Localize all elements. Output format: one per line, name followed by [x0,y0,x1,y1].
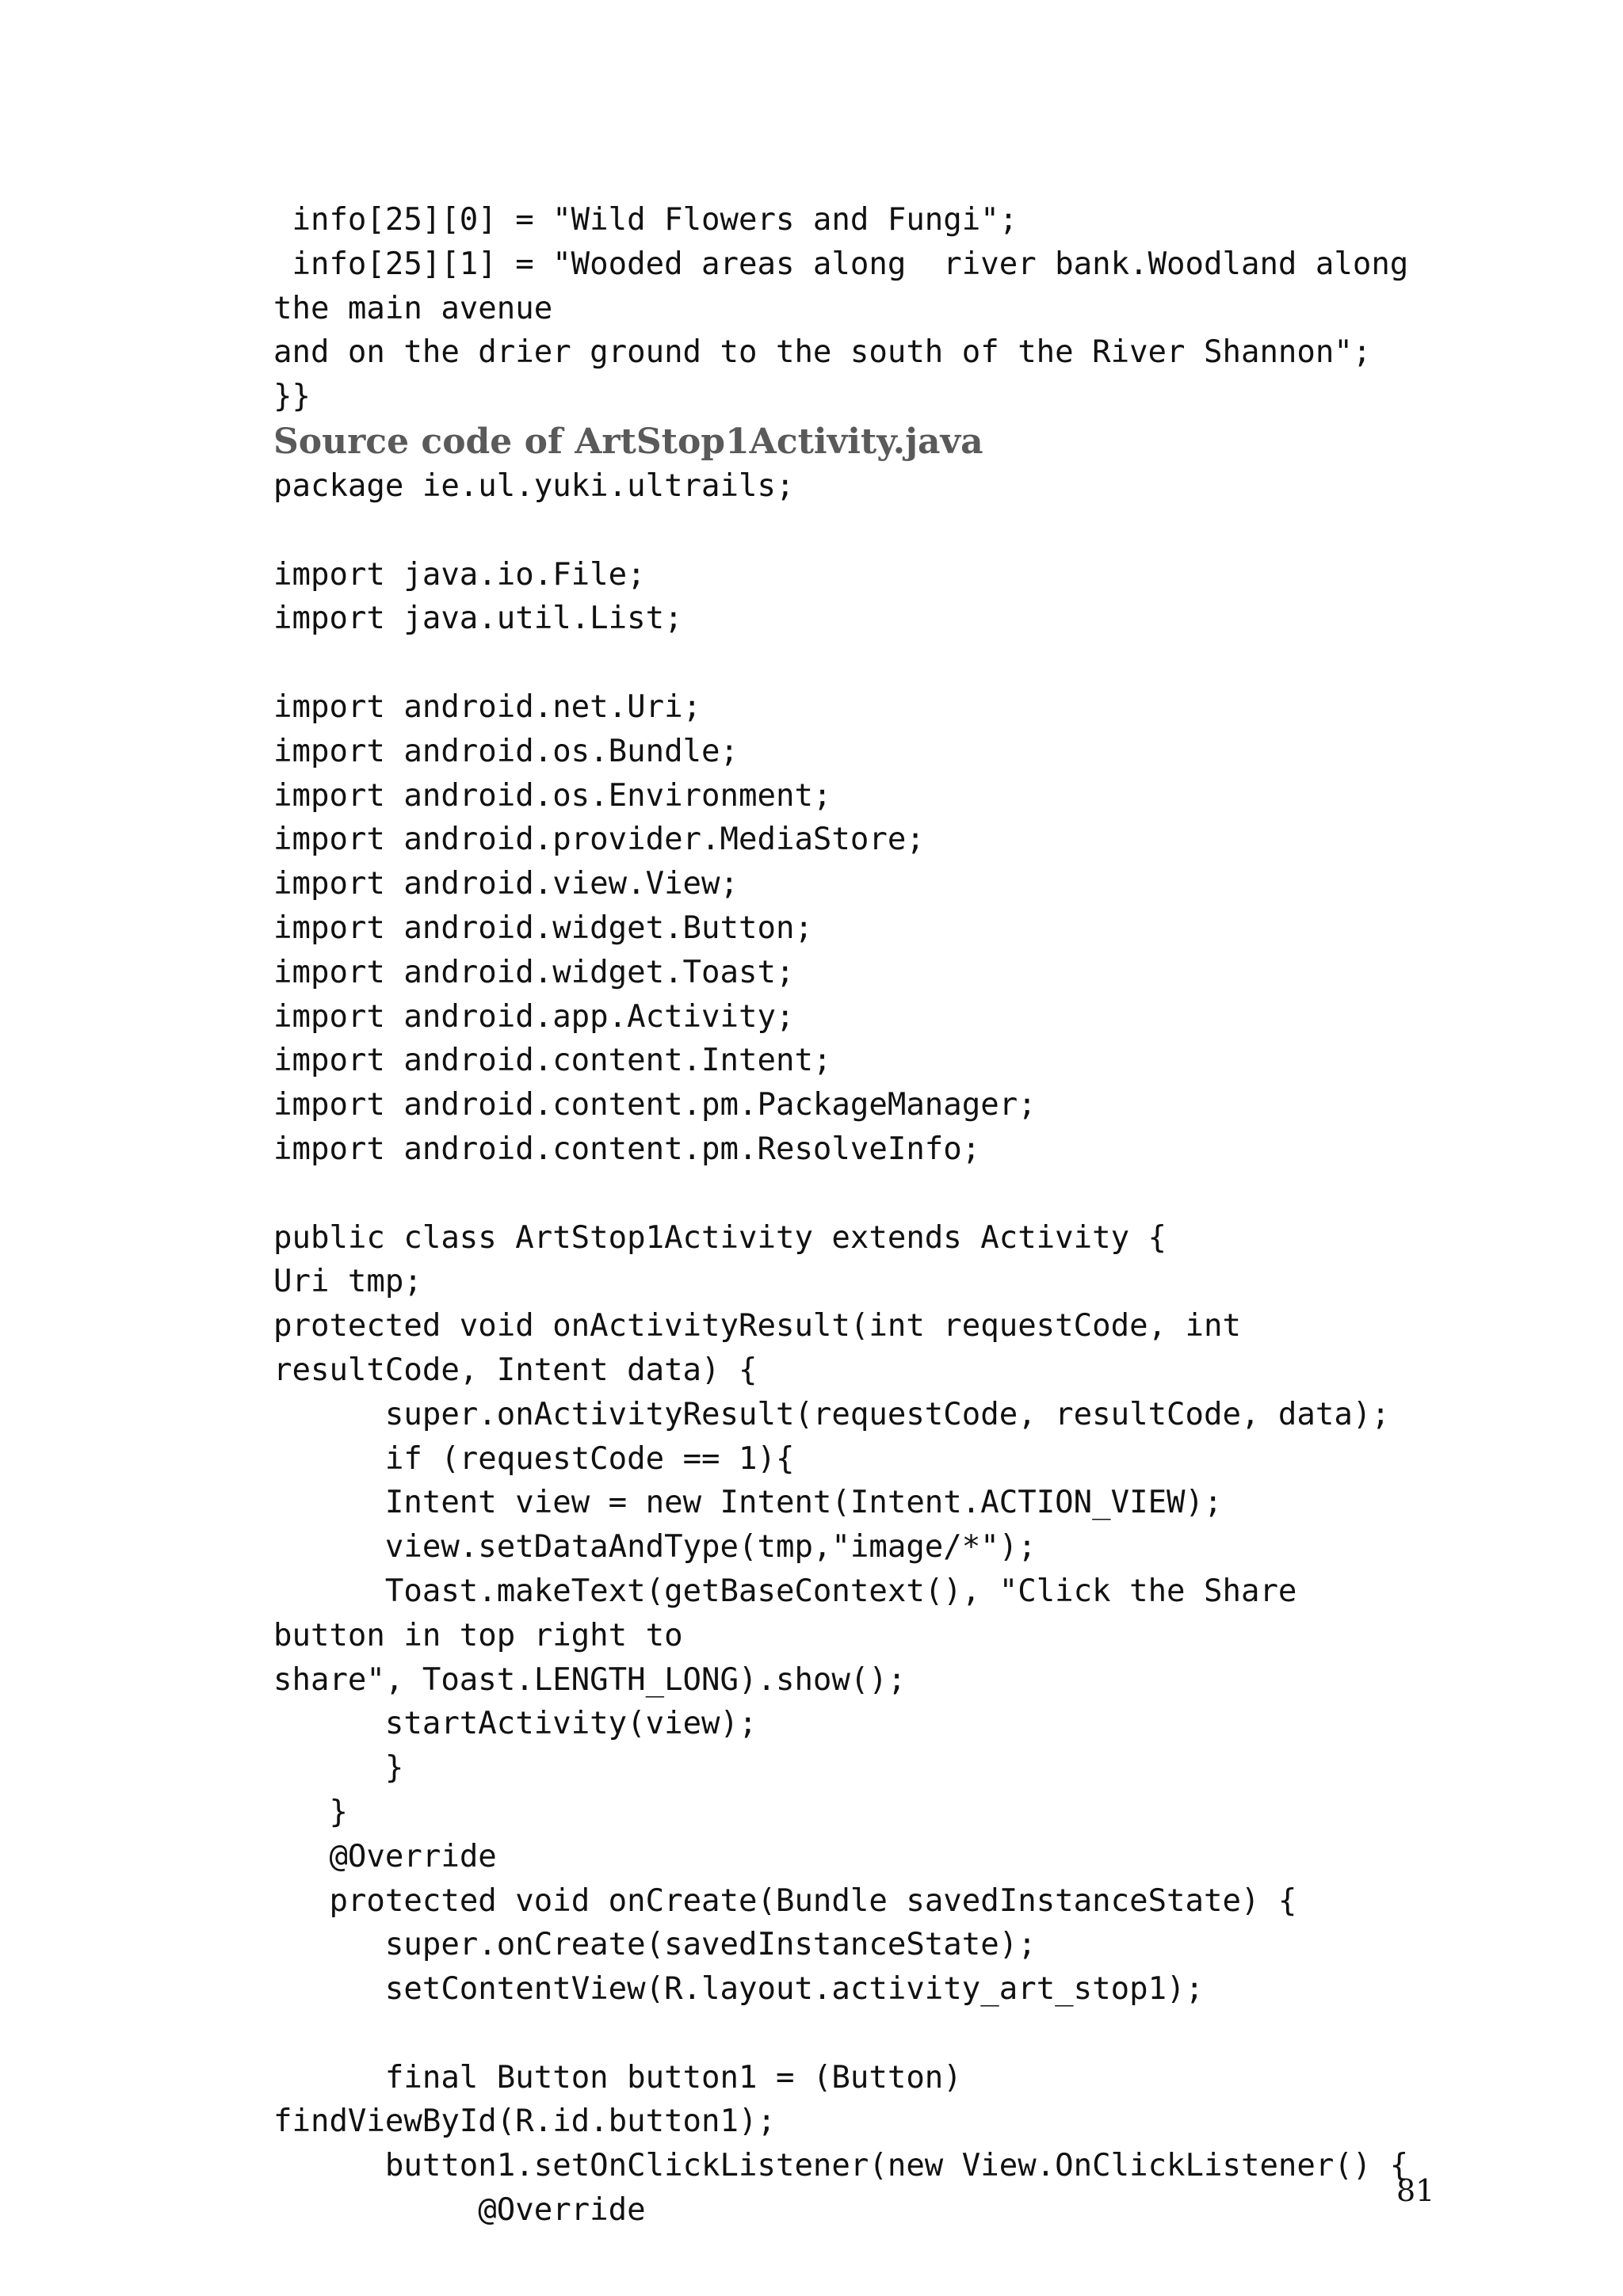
code-line: info[25][1] = "Wooded areas along river bank.Woodland along the main avenue [273,246,1427,326]
code-line: import android.net.Uri; [273,688,702,725]
code-line: startActivity(view); [273,1706,758,1742]
code-block-artstop1-activity [273,464,1423,2233]
code-line: @Override [273,2192,646,2229]
code-block-info-array [273,198,1427,419]
section-heading: Source code of ArtStop1Activity.java [273,421,983,462]
code-line: import android.os.Bundle; [273,733,739,769]
code-line: import android.view.View; [273,866,739,902]
code-line: super.onCreate(savedInstanceState); [273,1927,1037,1963]
code-line: } [273,1794,348,1830]
code-line: Toast.makeText(getBaseContext(), "Click the Share button in top right to [273,1573,1316,1653]
code-line: } [273,1750,404,1787]
code-line: view.setDataAndType(tmp,"image/*"); [273,1529,1037,1566]
code-line: final Button button1 = (Button) findViewById(R.id.button1); [273,2059,981,2140]
code-line: import android.provider.MediaStore; [273,822,925,858]
code-line: package ie.ul.yuki.ultrails; [273,468,795,504]
code-line: setContentView(R.layout.activity_art_stop1); [273,1971,1205,2008]
code-line: import android.os.Environment; [273,777,832,814]
code-line: import android.app.Activity; [273,998,795,1035]
code-line: }} [273,379,311,415]
code-line: protected void onCreate(Bundle savedInstanceState) { [273,1882,1297,1919]
code-line: and on the drier ground to the south of the River Shannon"; [273,334,1372,371]
code-line: info[25][0] = "Wild Flowers and Fungi"; [273,202,1018,238]
code-line: import android.widget.Button; [273,910,813,946]
code-line: import java.util.List; [273,601,683,637]
code-line: Uri tmp; [273,1264,422,1300]
code-line: import android.content.pm.ResolveInfo; [273,1131,981,1167]
code-line [273,1172,1423,1216]
code-line [273,2012,1423,2056]
code-line: share", Toast.LENGTH_LONG).show(); [273,1661,907,1698]
code-line: import java.io.File; [273,556,646,593]
page-number: 81 [1396,2173,1435,2208]
code-line: protected void onActivityResult(int requestCode, int resultCode, Intent data) { [273,1308,1260,1388]
code-line: if (requestCode == 1){ [273,1440,795,1477]
code-line: import android.widget.Toast; [273,954,795,990]
code-line: Intent view = new Intent(Intent.ACTION_VIEW); [273,1485,1223,1521]
code-line: import android.content.pm.PackageManager; [273,1087,1037,1123]
code-line: public class ArtStop1Activity extends Activity { [273,1219,1167,1256]
code-line: @Override [273,1838,497,1875]
code-line [273,641,1423,685]
code-line [273,509,1423,553]
code-line: import android.content.Intent; [273,1043,832,1079]
code-line: super.onActivityResult(requestCode, resultCode, data); [273,1396,1390,1432]
code-line: button1.setOnClickListener(new View.OnClickListener() { [273,2148,1409,2184]
